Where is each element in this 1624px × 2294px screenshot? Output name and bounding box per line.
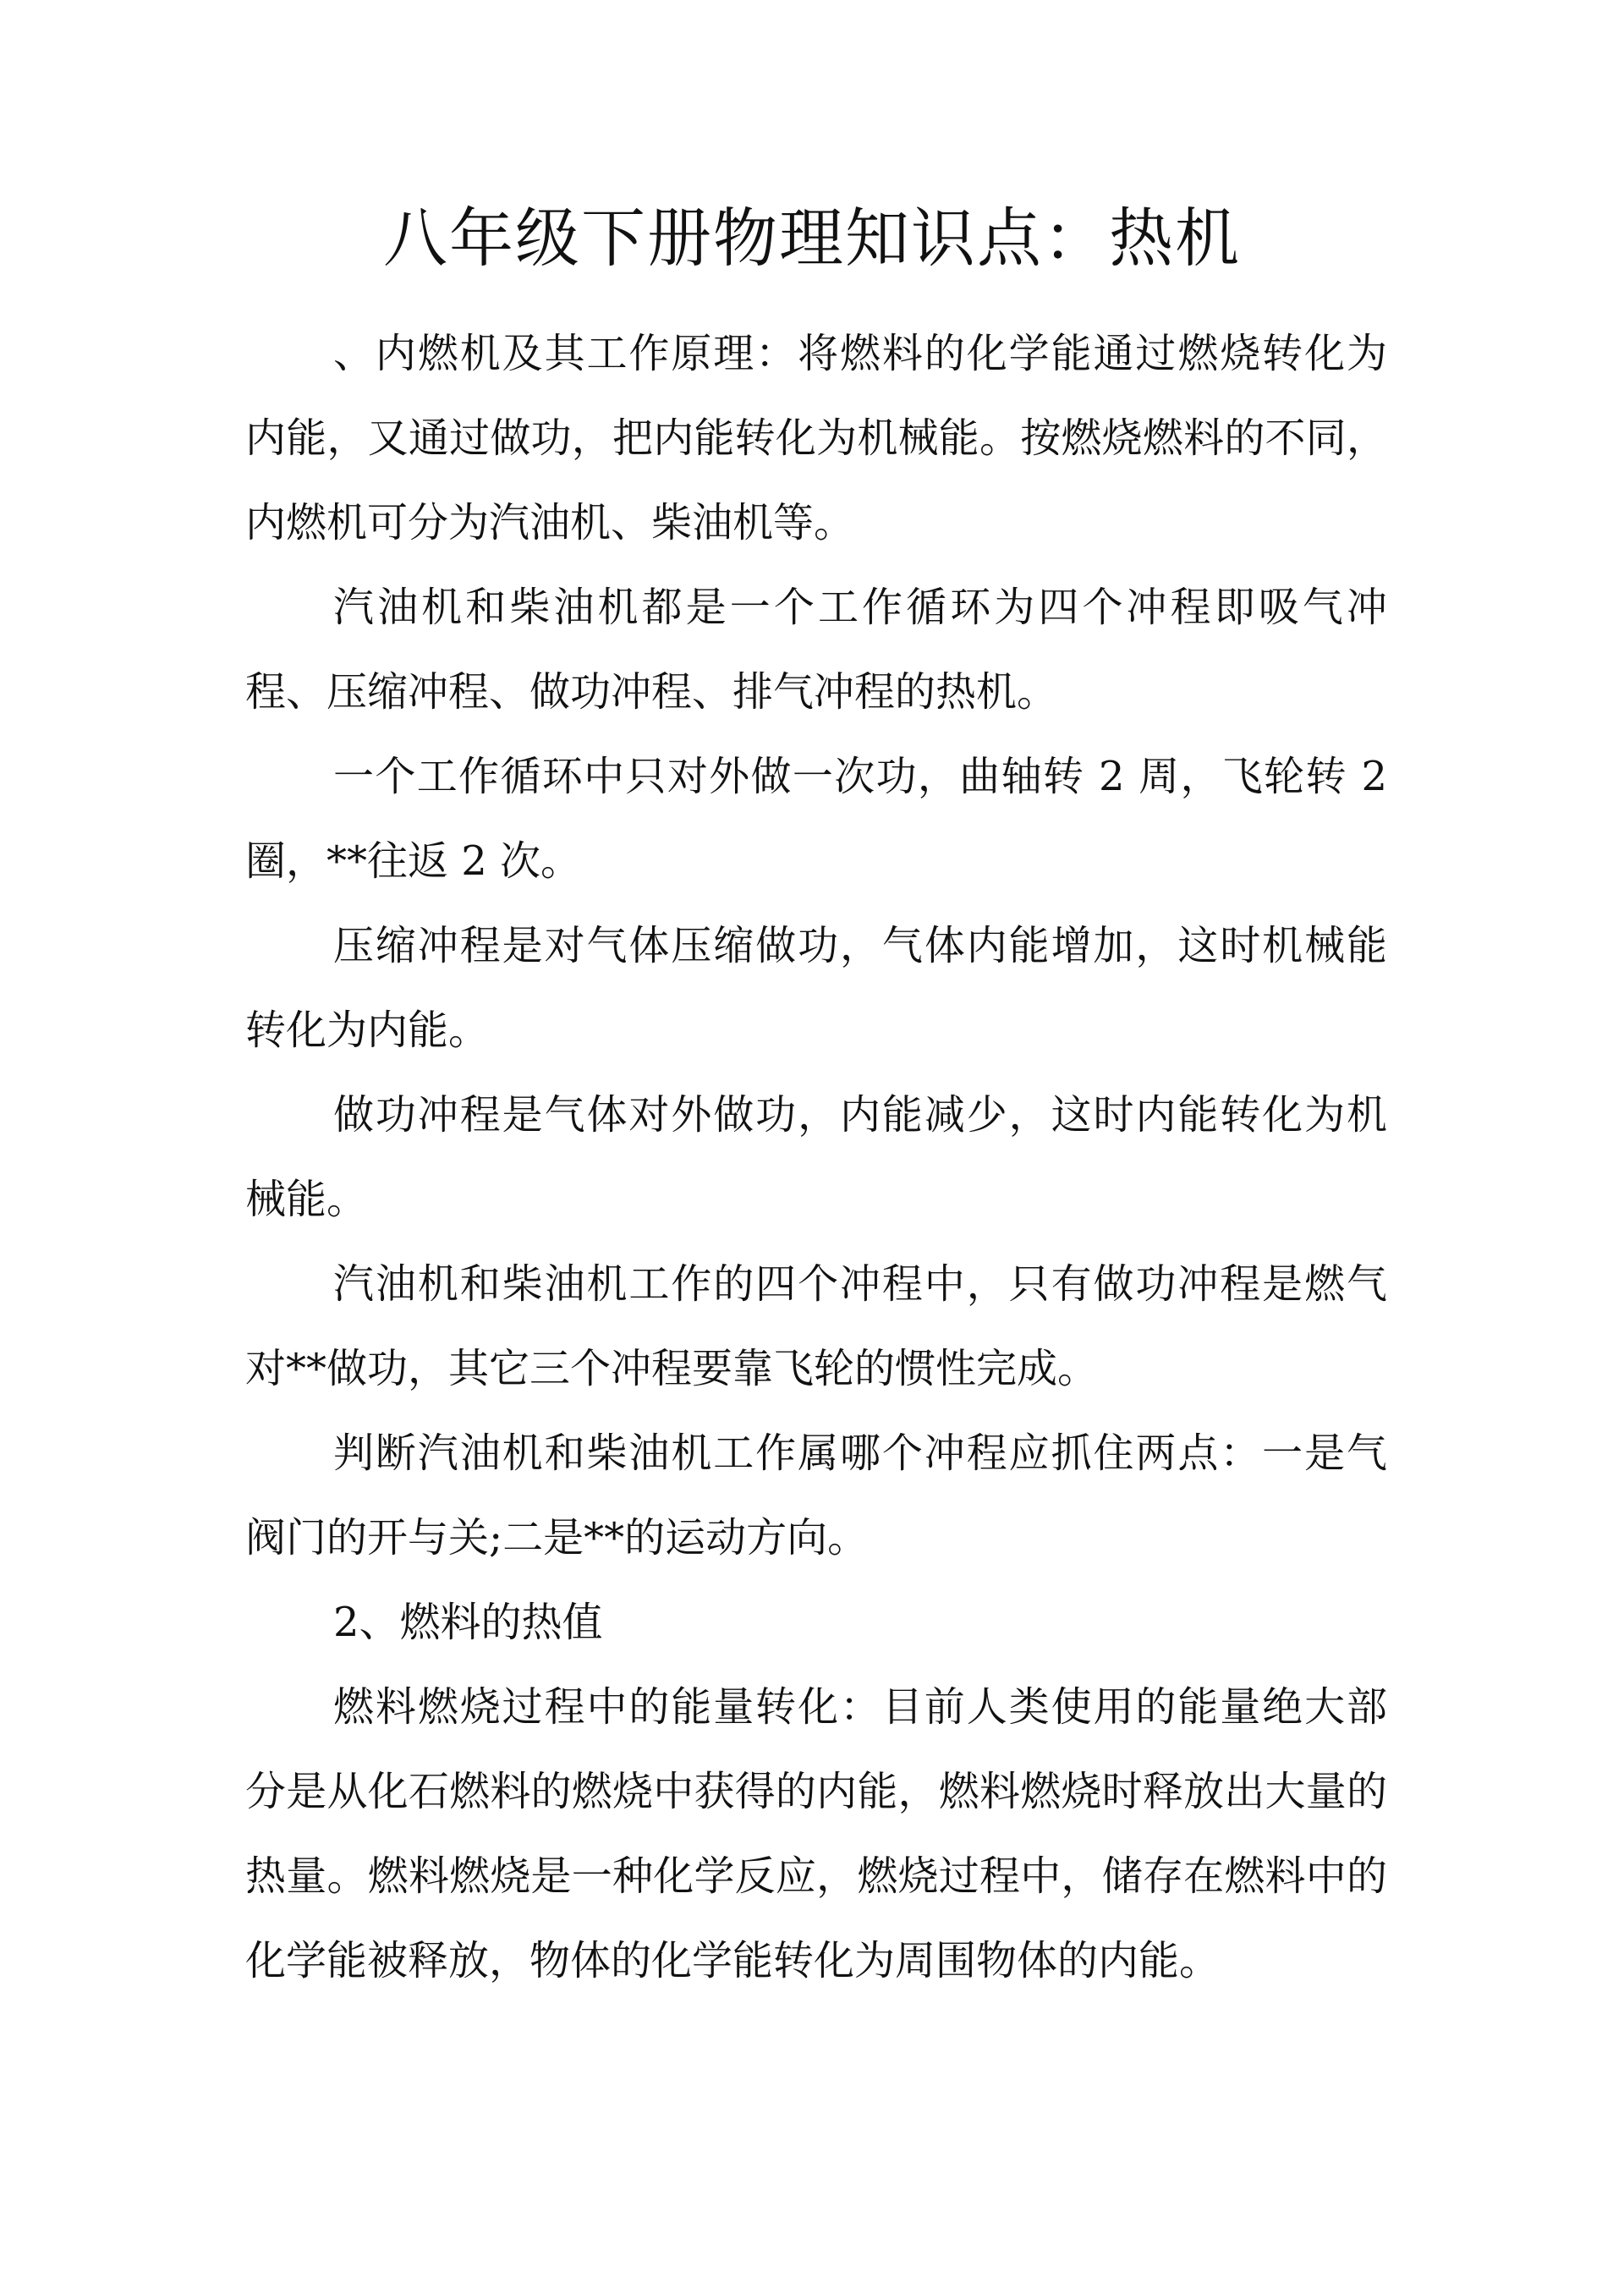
paragraph-work-cycle: 一个工作循环中只对外做一次功，曲轴转 2 周，飞轮转 2 圈，**往返 2 次。	[245, 753, 1387, 885]
document-body	[245, 311, 1387, 2003]
paragraph-engine-principle: 、内燃机及其工作原理：将燃料的化学能通过燃烧转化为内能，又通过做功，把内能转化为机械能。按燃烧燃料的不同，内燃机可分为汽油机、柴油机等。	[245, 330, 1387, 546]
paragraph-stroke-identification: 判断汽油机和柴油机工作属哪个冲程应抓住两点：一是气阀门的开与关;二是**的运动方向。	[245, 1430, 1387, 1561]
paragraph-four-strokes: 汽油机和柴油机都是一个工作循环为四个冲程即吸气冲程、压缩冲程、做功冲程、排气冲程的热机。	[245, 584, 1387, 716]
document-title: 八年级下册物理知识点：热机	[383, 200, 1241, 276]
section-heading-heat-value: 2、燃料的热值	[333, 1599, 603, 1646]
paragraph-compression-stroke: 压缩冲程是对气体压缩做功，气体内能增加，这时机械能转化为内能。	[245, 922, 1387, 1054]
paragraph-power-stroke: 做功冲程是气体对外做功，内能减少，这时内能转化为机械能。	[245, 1091, 1387, 1223]
paragraph-flywheel-inertia: 汽油机和柴油机工作的四个冲程中，只有做功冲程是燃气对**做功，其它三个冲程要靠飞轮的惯性完成。	[245, 1260, 1387, 1392]
paragraph-energy-conversion: 燃料燃烧过程中的能量转化：目前人类使用的能量绝大部分是从化石燃料的燃烧中获得的内能，燃料燃烧时释放出大量的热量。燃料燃烧是一种化学反应，燃烧过程中，储存在燃料中的化学能被释放，物体的化学能转化为周围物体的内能。	[245, 1683, 1387, 1984]
